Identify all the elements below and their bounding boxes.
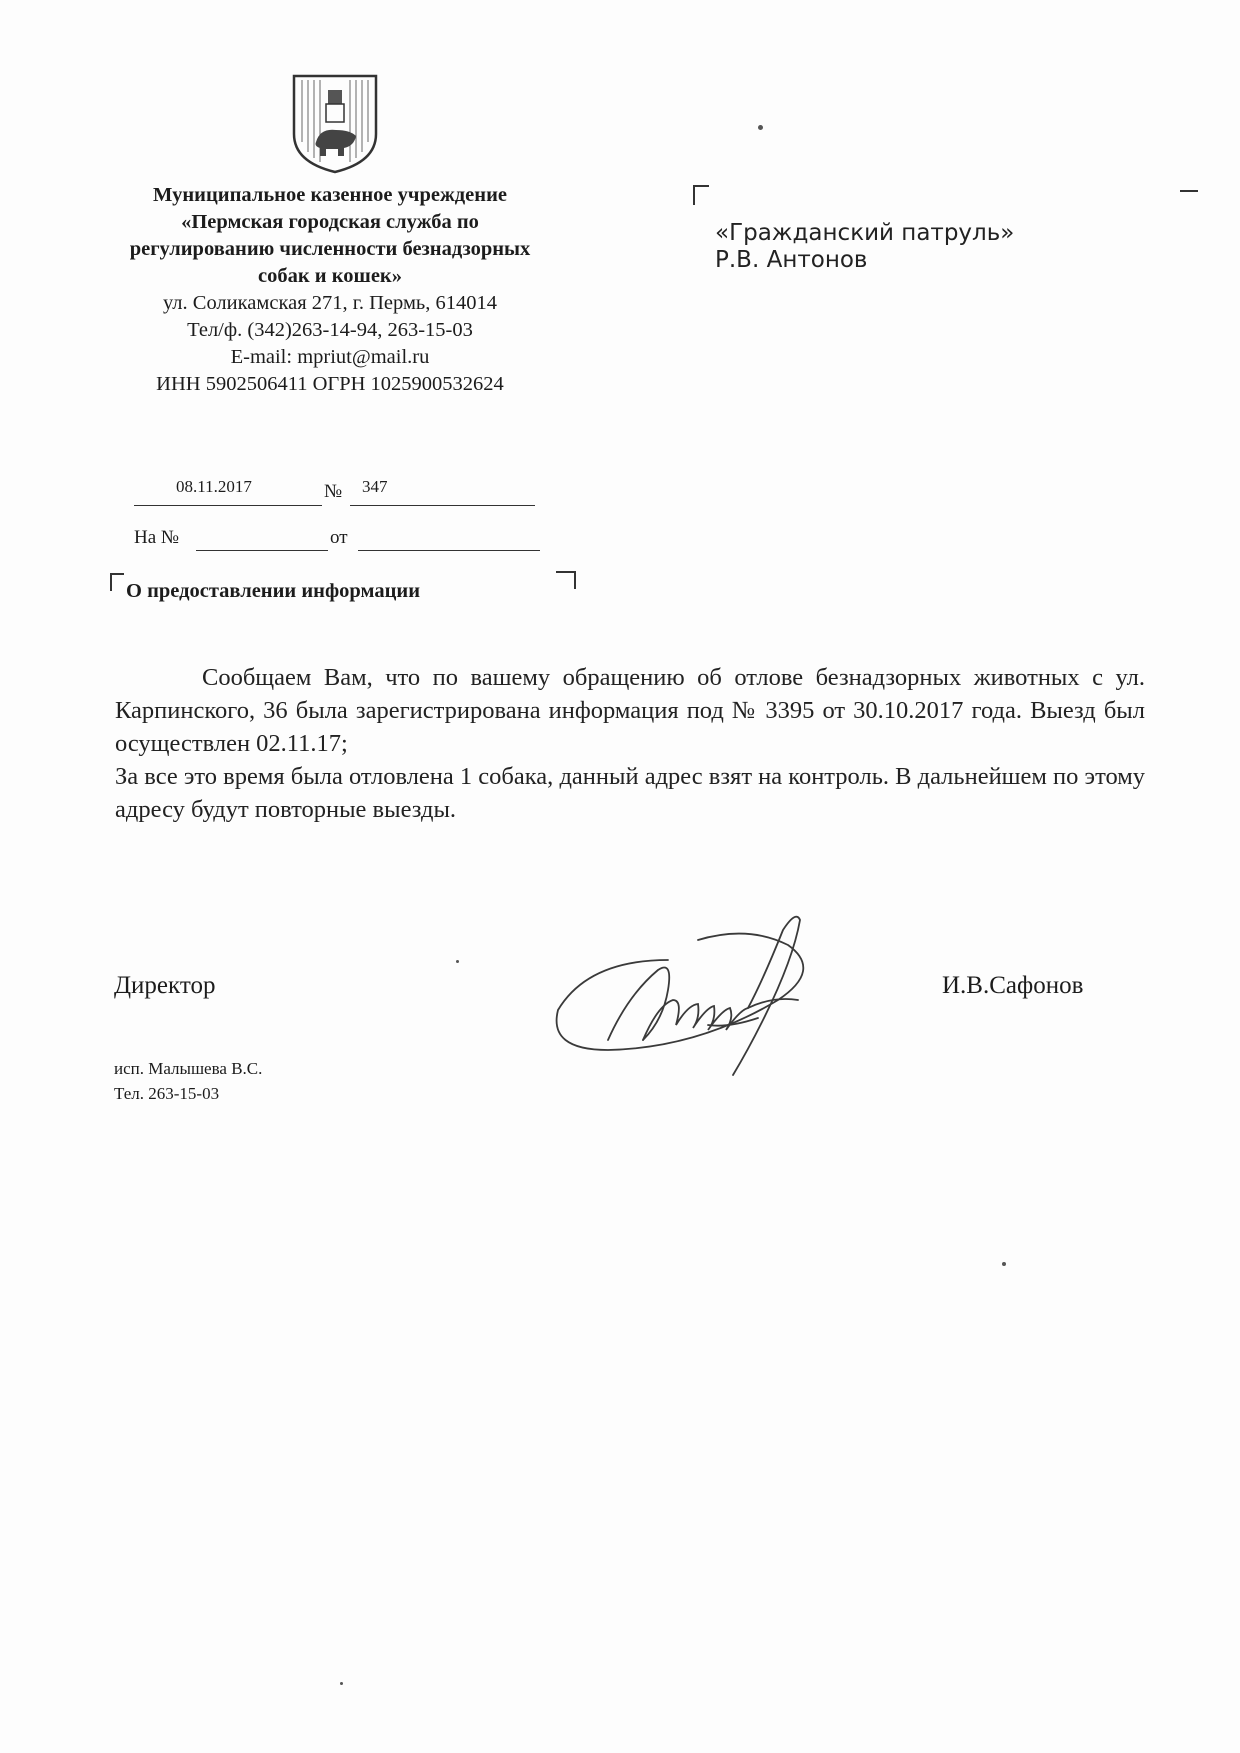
date-underline [134,505,322,506]
outgoing-date: 08.11.2017 [176,477,252,496]
reply-number-underline [196,550,328,551]
org-address: ул. Соликамская 271, г. Пермь, 614014 [162,292,498,314]
executor-phone: Тел. 263-15-03 [114,1084,220,1103]
scan-speck [456,960,459,963]
executor-info [114,1056,262,1106]
signatory-name: И.В.Сафонов [942,972,1084,999]
org-name-line1: Муниципальное казенное учреждение [153,184,507,206]
scan-speck [340,1682,343,1685]
subject-corner-mark-left [110,573,124,591]
letterhead [80,182,580,398]
signatory-role: Директор [114,972,216,999]
org-name-line2: «Пермская городская служба по [181,211,479,233]
outgoing-number: 347 [362,477,388,496]
from-label: от [330,527,348,548]
reply-date-underline [358,550,540,551]
addressee-corner-mark [693,185,709,205]
addressee-person: Р.В. Антонов [715,247,868,273]
handwritten-signature [548,900,838,1080]
body-paragraph-1: Сообщаем Вам, что по вашему обращению об отлове безнадзорных животных с ул. Карпинского, 36 была зарегистрирована информация под № 3395 от 30.10.2017 года. Выезд был осуществлен 02.11.17; [115,664,1145,757]
body-paragraph-2: За все это время была отловлена 1 собака, данный адрес взят на контроль. В дальнейшем по этому адресу будут повторные выезды. [115,763,1145,823]
scan-speck [1002,1262,1006,1266]
org-name-line4: собак и кошек» [258,265,402,287]
coat-of-arms-emblem [290,72,380,174]
letter-body [115,661,1145,826]
addressee [715,220,1014,274]
letter-subject: О предоставлении информации [126,580,421,602]
org-phone: Тел/ф. (342)263-14-94, 263-15-03 [187,319,473,341]
reply-to-label: На № [134,527,180,548]
subject-corner-mark-right [556,571,576,589]
addressee-org: «Гражданский патруль» [715,220,1015,246]
number-underline [350,505,535,506]
addressee-corner-mark-right [1180,190,1198,192]
org-name-line3: регулированию численности безнадзорных [129,238,531,260]
executor-name: исп. Малышева В.С. [114,1059,263,1078]
org-email: E-mail: mpriut@mail.ru [230,346,430,368]
scan-speck [758,125,763,130]
org-inn-ogrn: ИНН 5902506411 ОГРН 1025900532624 [156,373,504,395]
number-sign: № [324,481,343,502]
